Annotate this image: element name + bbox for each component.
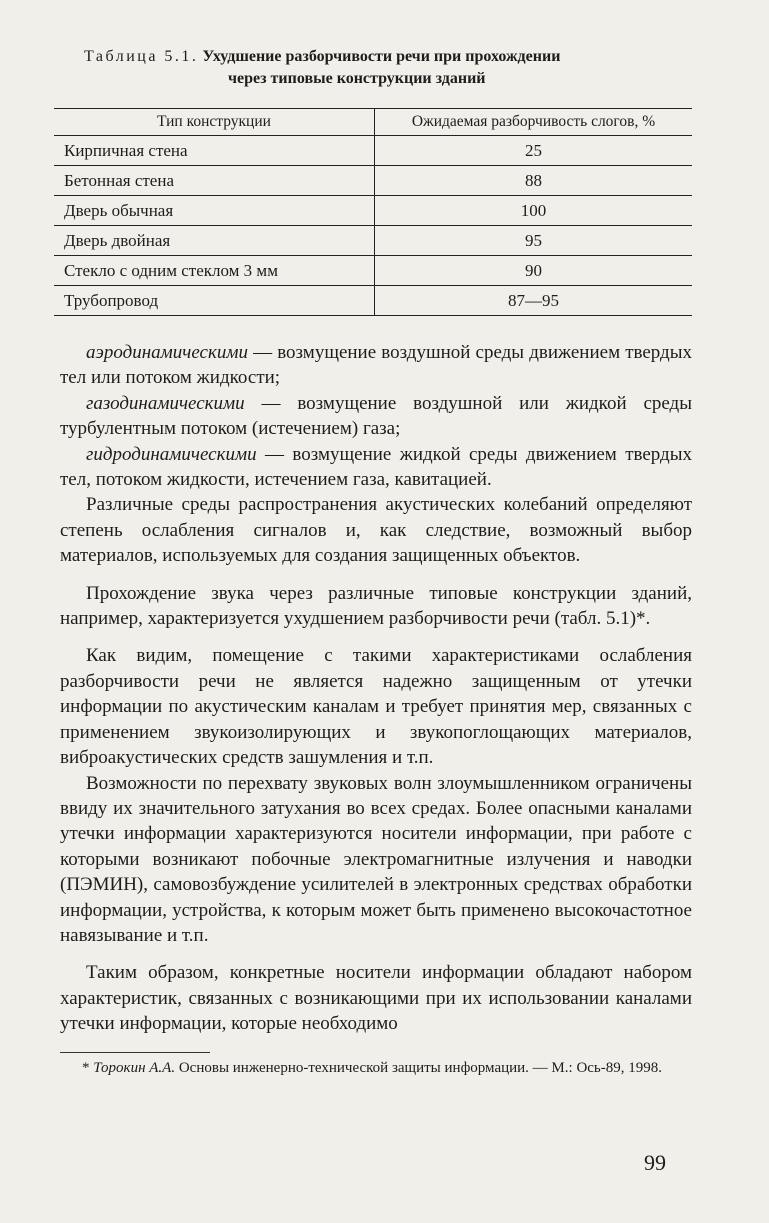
cell-intelligibility: 25: [375, 136, 693, 166]
table-caption: [84, 46, 704, 90]
table-row: [54, 286, 692, 316]
intelligibility-table: [54, 108, 692, 316]
cell-construction: Трубопровод: [54, 286, 375, 316]
table-row: [54, 256, 692, 286]
cell-intelligibility: 90: [375, 256, 693, 286]
table-row: [54, 226, 692, 256]
footnote-marker: *: [82, 1060, 94, 1076]
paragraph-text: — возмущение воздушной среды движением твердых тел или потоком жидкости;: [60, 342, 692, 389]
table-header-row: [54, 109, 692, 136]
page-number: 99: [644, 1150, 666, 1175]
paragraph-text: — возмущение жидкой среды движением твердых тел, потоком жидкости, истечением газа, кавитацией.: [60, 443, 692, 491]
body-text: [60, 340, 692, 1037]
paragraph-text: — возмущение воздушной или жидкой среды турбулентным потоком (истечением) газа;: [60, 392, 692, 440]
cell-intelligibility: 88: [375, 166, 693, 196]
paragraph-aerodynamic: [60, 340, 692, 391]
paragraph-media: Различные среды распространения акустических колебаний определяют степень ослабления сигналов и, как следствие, возможный выбор материалов, используемых для создания защищенных объектов.: [60, 494, 692, 567]
column-header-construction: Тип конструкции: [54, 109, 375, 136]
paragraph-sound-passage: Прохождение звука через различные типовые конструкции зданий, например, характеризуется ухудшением разборчивости речи (табл. 5.1)*.: [60, 582, 692, 630]
term-aerodynamic: аэродинамическими: [86, 342, 248, 363]
column-header-intelligibility: Ожидаемая разборчивость слогов, %: [375, 109, 693, 136]
footnote-divider: [60, 1052, 210, 1053]
cell-construction: Дверь двойная: [54, 226, 375, 256]
paragraph-as-seen: Как видим, помещение с такими характеристиками ослабления разборчивости речи не является надежно защищенным от утечки информации по акустическим каналам и требует принятия мер, связанных с применением звукоизолирующих и звукопоглощающих материалов, виброакустических средств зашумления и т.п.: [60, 645, 692, 769]
cell-intelligibility: 100: [375, 196, 693, 226]
paragraph-gasdynamic: [60, 391, 692, 442]
cell-construction: Кирпичная стена: [54, 136, 375, 166]
term-gasdynamic: газодинамическими: [86, 392, 245, 414]
footnote-text: Основы инженерно-технической защиты информации. — М.: Ось-89, 1998.: [175, 1060, 663, 1076]
paragraph-interception: Возможности по перехвату звуковых волн злоумышленником ограничены ввиду их значительного затухания во всех средах. Более опасными каналами утечки информации характеризуются носители информации, при работе с которыми возникают побочные электромагнитные излучения и наводки (ПЭМИН), самовозбуждение усилителей в электронных средствах обработки информации, устройства, к которым может быть применено высокочастотное навязывание и т.п.: [60, 772, 692, 946]
term-hydrodynamic: гидродинамическими: [86, 443, 257, 465]
paragraph-conclusion: Таким образом, конкретные носители информации обладают набором характеристик, связанных с возникающими при их использовании каналами утечки информации, которые необходимо: [60, 962, 692, 1035]
table-row: [54, 166, 692, 196]
table-row: [54, 196, 692, 226]
cell-intelligibility: 87—95: [375, 286, 693, 316]
table-row: [54, 136, 692, 166]
table-title-line1: Ухудшение разборчивости речи при прохождении: [202, 48, 561, 65]
cell-construction: Бетонная стена: [54, 166, 375, 196]
footnote-author: Торокин А.А.: [93, 1060, 176, 1076]
paragraph-hydrodynamic: [60, 442, 692, 493]
cell-construction: Стекло с одним стеклом 3 мм: [54, 256, 375, 286]
table-title-line2: через типовые конструкции зданий: [228, 70, 486, 87]
cell-intelligibility: 95: [375, 226, 693, 256]
table-label: Таблица 5.1.: [84, 48, 199, 65]
cell-construction: Дверь обычная: [54, 196, 375, 226]
footnote: [60, 1058, 692, 1079]
